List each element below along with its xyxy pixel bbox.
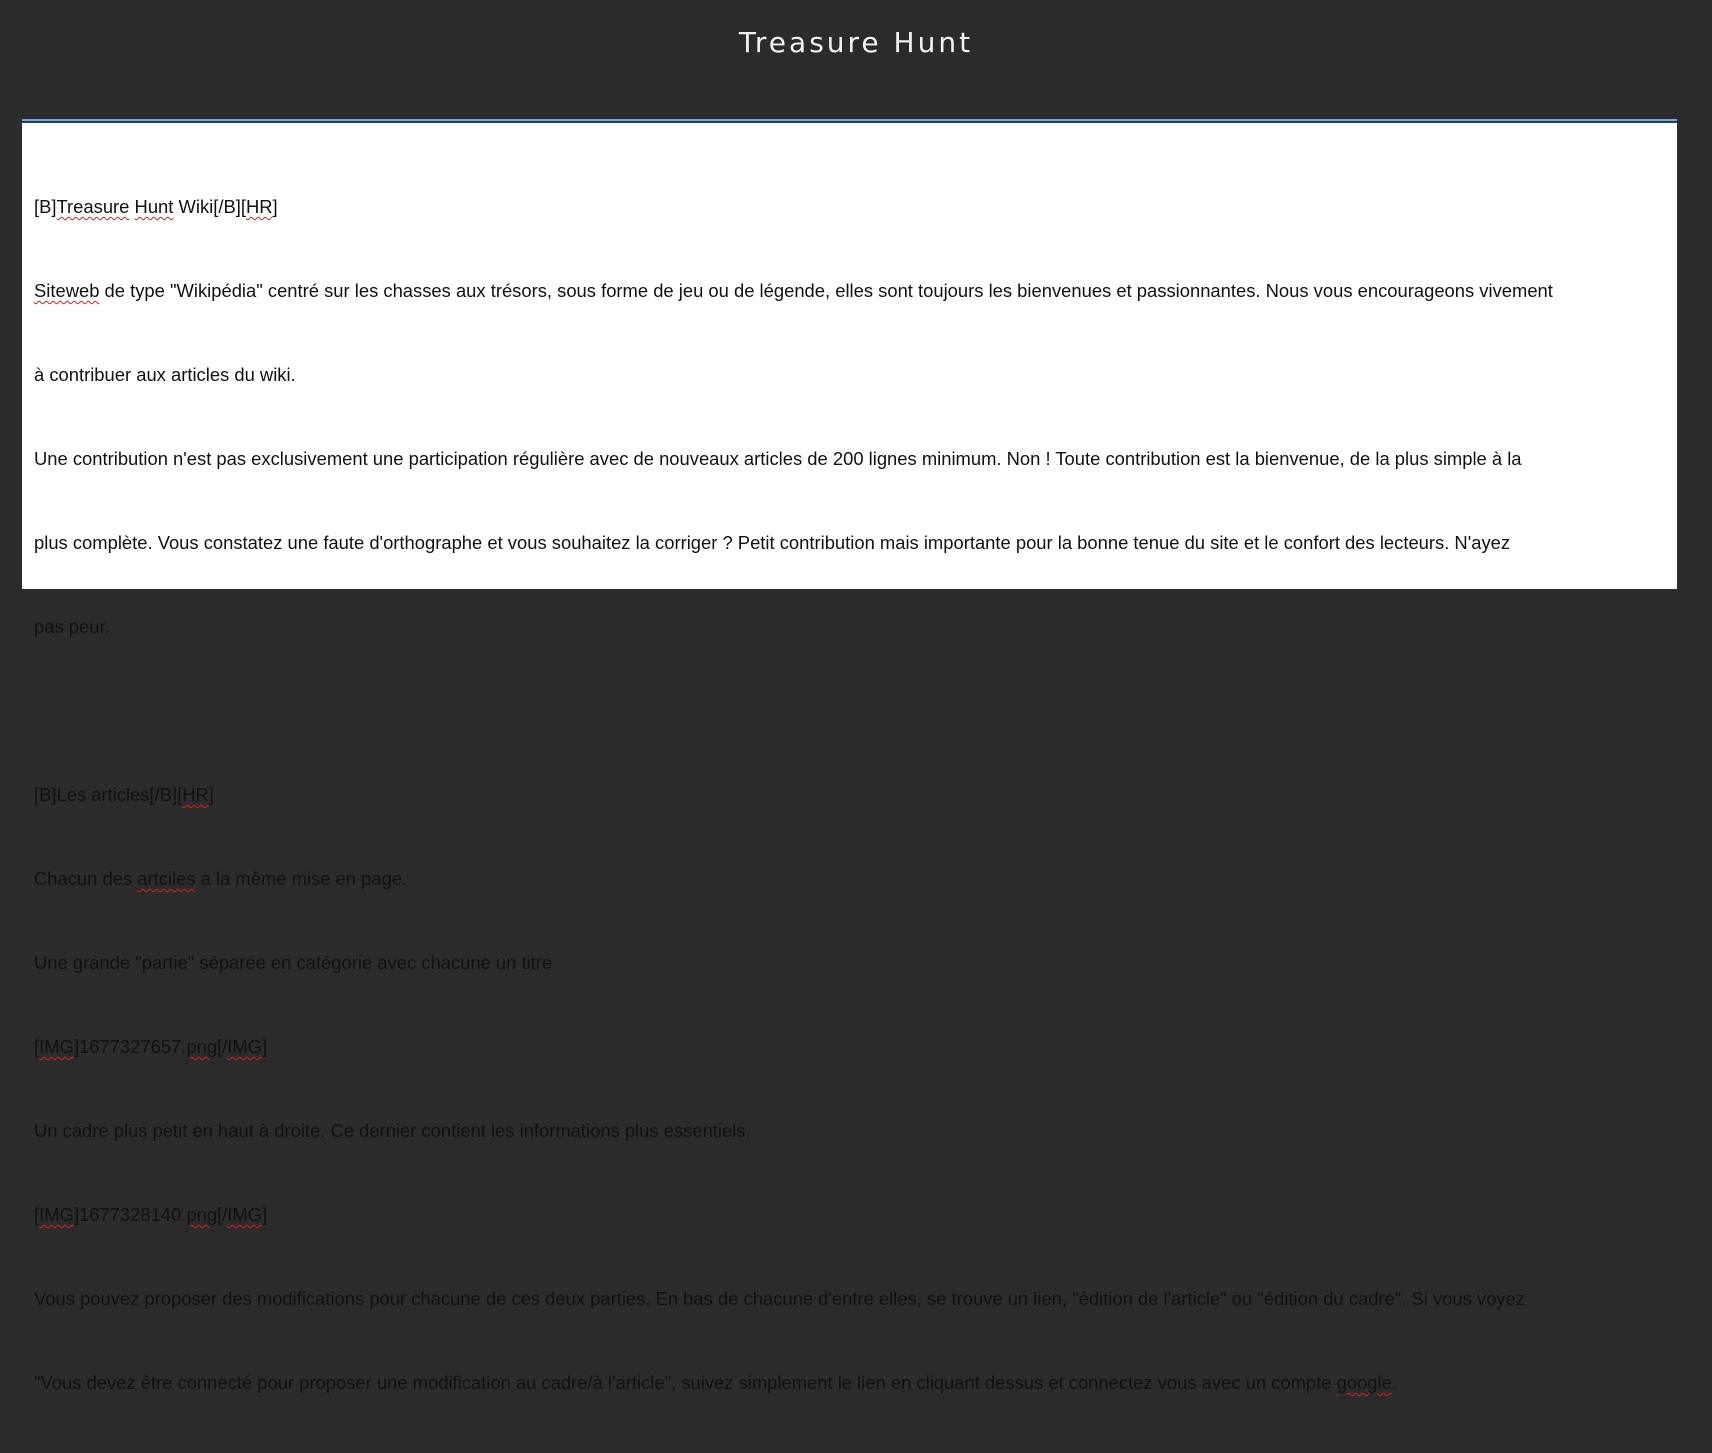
- misspelled-word: Treasure: [56, 196, 130, 217]
- editor-line: [34, 1285, 1667, 1313]
- editor-line: [34, 1117, 1667, 1145]
- text-run: [B]: [34, 196, 57, 217]
- editor-line: [34, 1033, 1667, 1061]
- editor-line: [34, 1201, 1667, 1229]
- editor-line: [34, 445, 1667, 473]
- editor-line: [34, 529, 1667, 557]
- text-run: Un cadre plus petit en haut à droite. Ce dernier contient les informations plus essentiels.: [34, 1120, 751, 1141]
- misspelled-word: HR: [245, 196, 273, 217]
- text-run: [: [34, 1204, 40, 1225]
- editor-line: [34, 949, 1667, 977]
- misspelled-word: IMG: [39, 1036, 74, 1057]
- misspelled-word: png: [186, 1204, 218, 1225]
- editor-line: [34, 613, 1667, 641]
- text-run: [: [34, 1036, 40, 1057]
- text-run: [/: [217, 1204, 228, 1225]
- editor-line: [34, 361, 1667, 389]
- editor-line: [34, 193, 1667, 221]
- text-run: Une grande "partie" séparée en catégorie avec chacune un titre: [34, 952, 553, 973]
- text-run: ]1677328140.: [73, 1204, 187, 1225]
- text-run: Une contribution n'est pas exclusivement une participation régulière avec de nouveaux articles de 200 lignes minimum. Non ! Toute contribution est la bienvenue, de la plus simple à la: [34, 448, 1522, 469]
- text-run: ]: [272, 196, 278, 217]
- text-run: de type "Wikipédia" centré sur les chasses aux trésors, sous forme de jeu ou de légende, elles sont toujours les bienvenues et passionnantes. Nous vous encourageons vivement: [99, 280, 1553, 301]
- text-run: ]: [262, 1204, 268, 1225]
- editor-line: [34, 277, 1667, 305]
- text-run: à contribuer aux articles du wiki.: [34, 364, 296, 385]
- wiki-text-editor[interactable]: [22, 121, 1677, 1393]
- editor-line: [34, 1369, 1667, 1397]
- page-header: [0, 0, 1712, 119]
- misspelled-word: Hunt: [134, 196, 174, 217]
- text-run: plus complète. Vous constatez une faute d'orthographe et vous souhaitez la corriger ? Petit contribution mais importante pour la bonne tenue du site et le confort des lecteurs. N'ayez: [34, 532, 1511, 553]
- misspelled-word: IMG: [39, 1204, 74, 1225]
- misspelled-word: png: [186, 1036, 218, 1057]
- text-run: Chacun des: [34, 868, 138, 889]
- text-run: "Vous devez être connecté pour proposer une modification au cadre/à l'article", suivez simplement le lien en cliquant dessus et connectez vous avec un compte: [34, 1372, 1337, 1393]
- misspelled-word: IMG: [227, 1036, 263, 1057]
- text-run: ]: [262, 1036, 268, 1057]
- text-run: ]: [208, 784, 214, 805]
- text-run: pas peur.: [34, 616, 110, 637]
- editor-frame: [22, 119, 1677, 1393]
- text-run: Wiki[/B][: [173, 196, 246, 217]
- editor-line: [34, 781, 1667, 809]
- misspelled-word: HR: [182, 784, 209, 805]
- misspelled-word: IMG: [227, 1204, 263, 1225]
- text-run: [/: [217, 1036, 228, 1057]
- text-run: [B]Les articles[/B][: [34, 784, 183, 805]
- text-run: ]1677327657.: [73, 1036, 187, 1057]
- editor-line: [34, 865, 1667, 893]
- text-run: a la même mise en page.: [195, 868, 408, 889]
- misspelled-word: artciles: [137, 868, 196, 889]
- editor-blank-line: [34, 697, 1667, 725]
- misspelled-word: google: [1336, 1372, 1392, 1393]
- text-run: .: [1391, 1372, 1397, 1393]
- misspelled-word: Siteweb: [34, 280, 100, 301]
- page-title: Treasure Hunt: [738, 26, 974, 59]
- text-run: Vous pouvez proposer des modifications pour chacune de ces deux parties. En bas de chacune d'entre elles, se trouve un lien, "édition de l'article" ou "édition du cadre". Si vous voyez: [34, 1288, 1525, 1309]
